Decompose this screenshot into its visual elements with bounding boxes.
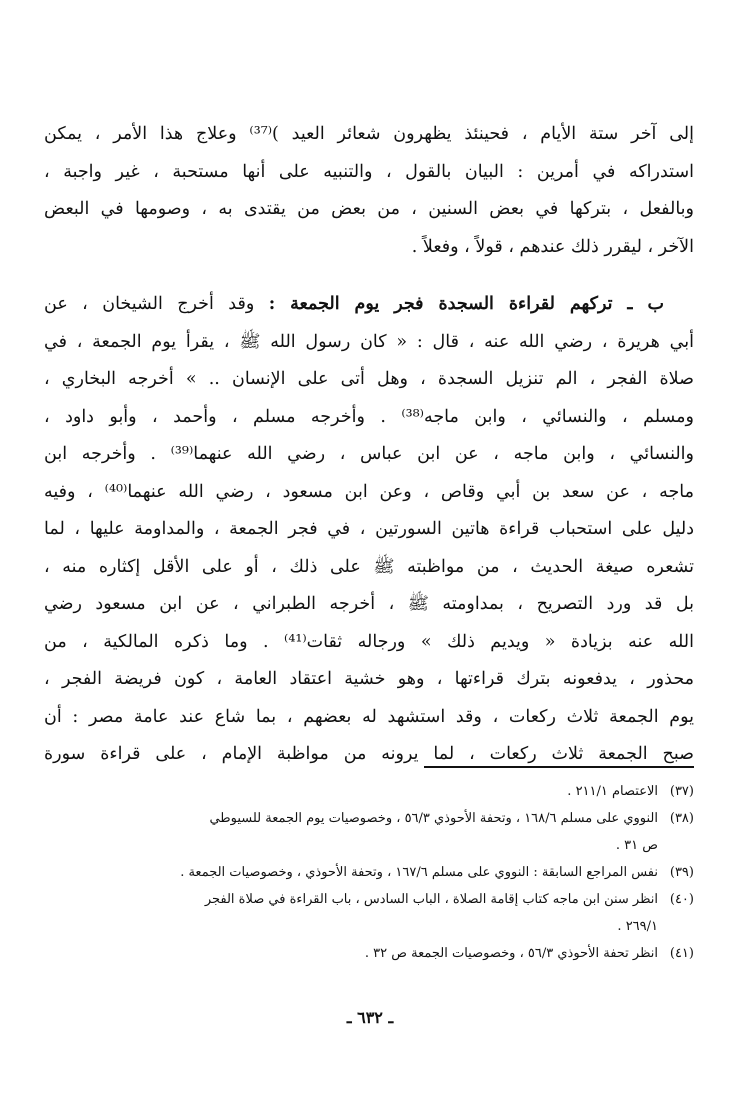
text-line: استدراكه في أمرين : البيان بالقول ، والتنبيه على أنها مستحبة ، غير واجبة ،	[44, 161, 694, 182]
footnote-text	[70, 886, 658, 940]
footnote-text	[70, 859, 658, 886]
footnote	[70, 778, 694, 805]
paragraph-gap	[44, 266, 694, 286]
text-line: وبالفعل ، بتركها في بعض السنين ، من بعض من يقتدى به ، وصومها في البعض	[44, 199, 694, 219]
footnote-line: النووي على مسلم ١٦٨/٦ ، وتحفة الأحوذي ٥٦/٣ ، وخصوصيات يوم الجمعة للسيوطي	[209, 811, 658, 826]
text-line: والنسائي ، وابن ماجه ، عن ابن عباس ، رضي الله عنهما⁽³⁹⁾ . وأخرجه ابن	[44, 444, 694, 464]
footnotes	[70, 778, 694, 967]
text-line: يوم الجمعة ثلاث ركعات ، وقد استشهد له بعضهم ، بما شاع عند عامة مصر : أن	[44, 706, 694, 727]
footnote-number: (٣٩)	[669, 865, 694, 880]
text-line: صبح الجمعة ثلاث ركعات ، لما يرونه من مواظبة الإمام ، على قراءة سورة	[44, 744, 694, 764]
footnote	[70, 805, 694, 859]
text-line: الآخر ، ليقرر ذلك عندهم ، قولاً ، وفعلاً .	[411, 236, 694, 257]
paragraph-2	[44, 286, 694, 774]
heading-line	[44, 286, 694, 324]
footnote-line: نفس المراجع السابقة : النووي على مسلم ١٦٧/٦ ، وتحفة الأحوذي ، وخصوصيات الجمعة .	[180, 865, 658, 880]
text-line: صلاة الفجر ، الم تنزيل السجدة ، وهل أتى على الإنسان .. » أخرجه البخاري ،	[44, 369, 694, 389]
text-line: أبي هريرة ، رضي الله عنه ، قال : « كان رسول الله ﷺ ، يقرأ يوم الجمعة ، في	[44, 331, 694, 352]
heading-rest: وقد أخرج الشيخان ، عن	[44, 294, 255, 314]
footnote	[70, 886, 694, 940]
footnote-line: ٢٦٩/١ .	[617, 919, 658, 934]
paragraph-1	[44, 116, 694, 266]
footnote-text	[70, 778, 658, 805]
text-line: بل قد ورد التصريح ، بمداومته ﷺ ، أخرجه الطبراني ، عن ابن مسعود رضي	[44, 594, 694, 614]
footnote-text	[70, 805, 658, 859]
section-heading: ب ـ تركهم لقراءة السجدة فجر يوم الجمعة :	[268, 294, 664, 314]
footnote-number: (٣٧)	[669, 784, 694, 799]
footnote-text	[70, 940, 658, 967]
page-number: ـ ٦٣٢ ـ	[346, 1008, 394, 1027]
footnote-number: (٤١)	[669, 946, 694, 961]
main-text	[44, 116, 694, 774]
footnote-line: الاعتصام ٢١١/١ .	[567, 784, 658, 799]
footnote-line: انظر سنن ابن ماجه كتاب إقامة الصلاة ، الباب السادس ، باب القراءة في صلاة الفجر	[204, 892, 658, 907]
footnote-separator	[424, 766, 694, 768]
footnote-number: (٤٠)	[669, 892, 694, 907]
footnote-number: (٣٨)	[669, 811, 694, 826]
text-line: الله عنه بزيادة « ويديم ذلك » ورجاله ثقات⁽⁴¹⁾ . وما ذكره المالكية ، من	[44, 631, 694, 652]
footnote-line: ص ٣١ .	[615, 838, 658, 853]
footnote-line: انظر تحفة الأحوذي ٥٦/٣ ، وخصوصيات الجمعة ص ٣٢ .	[364, 946, 658, 961]
text-line: محذور ، يدفعونه بترك قراءتها ، وهو خشية اعتقاد العامة ، كون فريضة الفجر ،	[44, 669, 694, 689]
text-line: ومسلم ، والنسائي ، وابن ماجه⁽³⁸⁾ . وأخرجه مسلم ، وأحمد ، وأبو داود ،	[44, 406, 694, 427]
text-line: إلى آخر ستة الأيام ، فحينئذ يظهرون شعائر العيد )⁽³⁷⁾ وعلاج هذا الأمر ، يمكن	[44, 124, 694, 144]
text-line: تشعره صيغة الحديث ، من مواظبته ﷺ على ذلك ، أو على الأقل إكثاره منه ،	[44, 556, 694, 577]
text-line: دليل على استحباب قراءة هاتين السورتين ، في فجر الجمعة ، والمداومة عليها ، لما	[44, 519, 694, 539]
footnote	[70, 859, 694, 886]
text-line: ماجه ، عن سعد بن أبي وقاص ، وعن ابن مسعود ، رضي الله عنهما⁽⁴⁰⁾ ، وفيه	[44, 481, 694, 502]
footnote	[70, 940, 694, 967]
